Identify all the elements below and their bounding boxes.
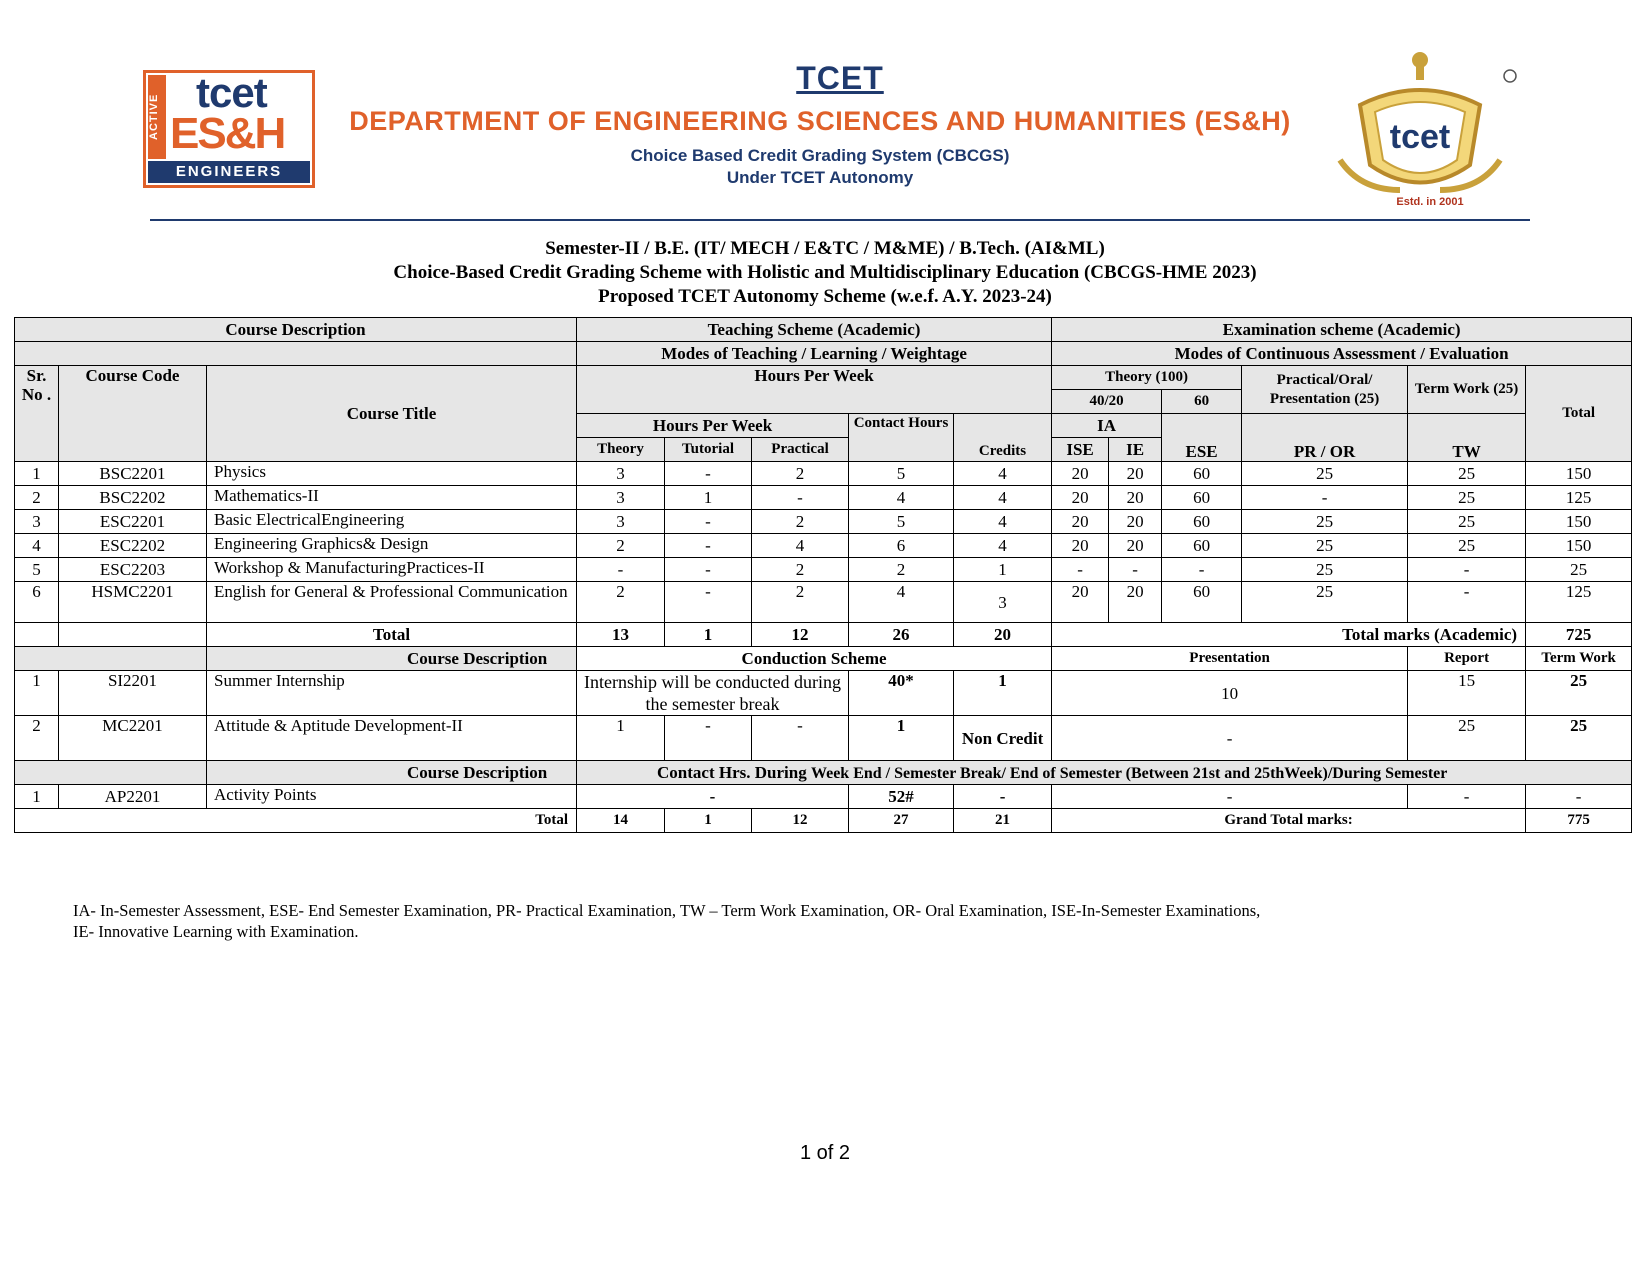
svg-text:tcet: tcet <box>1389 118 1451 156</box>
credits-cell: 4 <box>954 486 1052 510</box>
title-cell: Activity Points <box>207 785 577 809</box>
title-cell: Engineering Graphics& Design <box>207 534 577 558</box>
grand-total-practical: 12 <box>752 809 849 833</box>
forty-twenty-header: 40/20 <box>1052 390 1162 414</box>
total-cell: 150 <box>1526 510 1632 534</box>
exam-scheme-header: Examination scheme (Academic) <box>1052 318 1632 342</box>
practical-cell: - <box>752 486 849 510</box>
practical-cell: - <box>752 716 849 761</box>
term-work-cell: - <box>1526 785 1632 809</box>
footnote-line-1: IA- In-Semester Assessment, ESE- End Semester Examination, PR- Practical Examination, TW – Term Work Examination, OR- Oral Examination, ISE-In-Semester Examinations, <box>73 901 1261 920</box>
ise-cell: - <box>1052 558 1109 582</box>
ese-cell: 60 <box>1162 582 1242 623</box>
institute-title: TCET <box>796 60 884 96</box>
theory-100-header: Theory (100) <box>1052 366 1242 390</box>
tutorial-header: Tutorial <box>665 438 752 462</box>
ese-cell: 60 <box>1162 510 1242 534</box>
title-cell: Summer Internship <box>207 671 577 716</box>
tutorial-cell: - <box>665 510 752 534</box>
term-work-cell: 25 <box>1526 716 1632 761</box>
theory-cell: - <box>577 558 665 582</box>
course-row <box>15 510 1632 534</box>
tutorial-cell: - <box>665 716 752 761</box>
contact-hours-cell: 4 <box>849 582 954 623</box>
contact-hours-header: Contact Hours <box>849 414 954 462</box>
credits-cell: Non Credit <box>954 716 1052 761</box>
code-cell: BSC2201 <box>59 462 207 486</box>
ise-cell: 20 <box>1052 510 1109 534</box>
contact-hours-cell: 2 <box>849 558 954 582</box>
internship-note: Internship will be conducted during the semester break <box>577 671 849 716</box>
total-cell: 25 <box>1526 558 1632 582</box>
hours-cell: - <box>577 785 849 809</box>
tutorial-cell: - <box>665 558 752 582</box>
credits-header: Credits <box>954 414 1052 462</box>
contact-hours-cell: 5 <box>849 462 954 486</box>
practical-cell: 2 <box>752 582 849 623</box>
theory-cell: 3 <box>577 462 665 486</box>
sr-cell: 2 <box>15 486 59 510</box>
ie-cell: - <box>1109 558 1162 582</box>
sr-cell: 4 <box>15 534 59 558</box>
contact-hrs-lead: Contact Hrs. During <box>657 762 807 782</box>
tutorial-cell: 1 <box>665 486 752 510</box>
ese-header: ESE <box>1162 414 1242 462</box>
grand-total-label: Total <box>15 809 577 833</box>
pr-or-presentation-header: Practical/Oral/ Presentation (25) <box>1242 366 1408 414</box>
code-cell: AP2201 <box>59 785 207 809</box>
logo-engineers-text: ENGINEERS <box>148 161 310 183</box>
course-row <box>15 785 1632 809</box>
total-marks-value: 725 <box>1526 623 1632 647</box>
blank-cell <box>15 342 577 366</box>
code-cell: ESC2201 <box>59 510 207 534</box>
title-cell: Mathematics-II <box>207 486 577 510</box>
contact-hours-cell: 4 <box>849 486 954 510</box>
contact-hours-cell: 40* <box>849 671 954 716</box>
sr-cell: 5 <box>15 558 59 582</box>
total-label: Total <box>207 623 577 647</box>
pr-or-cell: 25 <box>1242 558 1408 582</box>
report-cell: - <box>1408 785 1526 809</box>
credits-cell: 4 <box>954 534 1052 558</box>
sr-cell: 1 <box>15 785 59 809</box>
course-title-header: Course Title <box>207 366 577 462</box>
course-row <box>15 716 1632 761</box>
total-theory: 13 <box>577 623 665 647</box>
credits-cell: - <box>954 785 1052 809</box>
ise-cell: 20 <box>1052 582 1109 623</box>
term-work-header-2: Term Work <box>1526 647 1632 671</box>
tutorial-cell: - <box>665 462 752 486</box>
code-cell: ESC2203 <box>59 558 207 582</box>
theory-cell: 1 <box>577 716 665 761</box>
ese-cell: 60 <box>1162 534 1242 558</box>
blank-cell <box>15 761 207 785</box>
footnote <box>73 900 1260 942</box>
sr-cell: 6 <box>15 582 59 623</box>
total-tutorial: 1 <box>665 623 752 647</box>
course-description-header: Course Description <box>15 318 577 342</box>
ise-header: ISE <box>1052 438 1109 462</box>
course-code-header: Course Code <box>59 366 207 462</box>
grand-total-credits: 21 <box>954 809 1052 833</box>
sr-cell: 2 <box>15 716 59 761</box>
grand-total-tutorial: 1 <box>665 809 752 833</box>
practical-cell: 2 <box>752 510 849 534</box>
credits-cell: 4 <box>954 510 1052 534</box>
logo-tcet-text: tcet <box>196 69 267 116</box>
code-cell: MC2201 <box>59 716 207 761</box>
blank-cell <box>59 623 207 647</box>
pr-or-cell: 25 <box>1242 582 1408 623</box>
title-cell: Workshop & ManufacturingPractices-II <box>207 558 577 582</box>
hours-per-week-header: Hours Per Week <box>577 366 1052 414</box>
presentation-cell: - <box>1052 785 1408 809</box>
tw-cell: 25 <box>1408 534 1526 558</box>
theory-cell: 2 <box>577 582 665 623</box>
tutorial-cell: - <box>665 582 752 623</box>
credits-cell: 4 <box>954 462 1052 486</box>
total-cell: 150 <box>1526 462 1632 486</box>
ie-header: IE <box>1109 438 1162 462</box>
pr-or-header: PR / OR <box>1242 414 1408 462</box>
sr-no-header: Sr. No . <box>15 366 59 462</box>
course-row <box>15 534 1632 558</box>
ise-cell: 20 <box>1052 486 1109 510</box>
total-practical: 12 <box>752 623 849 647</box>
course-description-header-3: Course Description <box>207 761 577 785</box>
footnote-line-2: IE- Innovative Learning with Examination. <box>73 922 359 941</box>
title-cell: Basic ElectricalEngineering <box>207 510 577 534</box>
ese-cell: 60 <box>1162 486 1242 510</box>
header-subtitle-2: Under TCET Autonomy <box>726 168 914 187</box>
total-marks-label: Total marks (Academic) <box>1052 623 1526 647</box>
pr-or-cell: 25 <box>1242 510 1408 534</box>
teaching-scheme-header: Teaching Scheme (Academic) <box>577 318 1052 342</box>
credits-cell: 3 <box>954 582 1052 623</box>
code-cell: ESC2202 <box>59 534 207 558</box>
tutorial-cell: - <box>665 534 752 558</box>
practical-cell: 4 <box>752 534 849 558</box>
practical-cell: 2 <box>752 558 849 582</box>
scheme-title-3: Proposed TCET Autonomy Scheme (w.e.f. A.Y. 2023-24) <box>598 286 1052 307</box>
course-row <box>15 486 1632 510</box>
course-row <box>15 671 1632 716</box>
total-cell: 125 <box>1526 486 1632 510</box>
grand-total-contact-hours: 27 <box>849 809 954 833</box>
total-cell: 125 <box>1526 582 1632 623</box>
pr-or-cell: 25 <box>1242 462 1408 486</box>
sr-cell: 3 <box>15 510 59 534</box>
grand-total-row <box>15 809 1632 833</box>
letterhead <box>140 50 1540 225</box>
contact-hrs-detail: Week End / Semester Break/ End of Semester (Between 21st and 25thWeek)/During Semester <box>810 764 1448 782</box>
total-contact-hours: 26 <box>849 623 954 647</box>
tcet-seal-logo <box>1320 50 1520 210</box>
modes-teaching-header: Modes of Teaching / Learning / Weightage <box>577 342 1052 366</box>
conduction-scheme-header: Conduction Scheme <box>577 647 1052 671</box>
course-row <box>15 558 1632 582</box>
grand-total-marks-value: 775 <box>1526 809 1632 833</box>
blank-cell <box>15 647 207 671</box>
ie-cell: 20 <box>1109 582 1162 623</box>
ese-cell: - <box>1162 558 1242 582</box>
title-cell: English for General & Professional Communication <box>207 582 577 623</box>
tw-cell: 25 <box>1408 462 1526 486</box>
title-cell: Attitude & Aptitude Development-II <box>207 716 577 761</box>
tw-cell: - <box>1408 558 1526 582</box>
logo-strip: ACTIVE <box>148 75 166 159</box>
contact-hours-during-header <box>577 761 1632 785</box>
header-divider <box>150 219 1530 221</box>
scheme-title-1: Semester-II / B.E. (IT/ MECH / E&TC / M&ME) / B.Tech. (AI&ML) <box>545 238 1105 259</box>
course-row <box>15 462 1632 486</box>
report-header: Report <box>1408 647 1526 671</box>
contact-hours-cell: 5 <box>849 510 954 534</box>
report-cell: 25 <box>1408 716 1526 761</box>
tw-cell: 25 <box>1408 486 1526 510</box>
grand-total-theory: 14 <box>577 809 665 833</box>
total-header: Total <box>1526 366 1632 462</box>
department-name: DEPARTMENT OF ENGINEERING SCIENCES AND HUMANITIES (ES&H) <box>349 106 1291 136</box>
code-cell: BSC2202 <box>59 486 207 510</box>
tw-cell: 25 <box>1408 510 1526 534</box>
ie-cell: 20 <box>1109 534 1162 558</box>
sixty-header: 60 <box>1162 390 1242 414</box>
blank-cell <box>15 623 59 647</box>
contact-hours-cell: 1 <box>849 716 954 761</box>
presentation-header: Presentation <box>1052 647 1408 671</box>
ie-cell: 20 <box>1109 462 1162 486</box>
total-cell: 150 <box>1526 534 1632 558</box>
estd-label: Estd. in 2001 <box>1396 196 1464 208</box>
course-row <box>15 582 1632 623</box>
tw-header: TW <box>1408 414 1526 462</box>
report-cell: 15 <box>1408 671 1526 716</box>
ie-cell: 20 <box>1109 486 1162 510</box>
pr-or-cell: - <box>1242 486 1408 510</box>
logo-esh-text: ES&H <box>170 109 285 158</box>
ie-cell: 20 <box>1109 510 1162 534</box>
total-credits: 20 <box>954 623 1052 647</box>
theory-cell: 3 <box>577 510 665 534</box>
code-cell: HSMC2201 <box>59 582 207 623</box>
presentation-cell: 10 <box>1052 671 1408 716</box>
title-cell: Physics <box>207 462 577 486</box>
total-row <box>15 623 1632 647</box>
credits-cell: 1 <box>954 671 1052 716</box>
scheme-table <box>14 317 1632 833</box>
contact-hours-cell: 52# <box>849 785 954 809</box>
course-description-header-2: Course Description <box>207 647 577 671</box>
modes-assessment-header: Modes of Continuous Assessment / Evaluation <box>1052 342 1632 366</box>
pr-or-cell: 25 <box>1242 534 1408 558</box>
credits-cell: 1 <box>954 558 1052 582</box>
sr-cell: 1 <box>15 462 59 486</box>
theory-header: Theory <box>577 438 665 462</box>
theory-cell: 2 <box>577 534 665 558</box>
theory-cell: 3 <box>577 486 665 510</box>
ise-cell: 20 <box>1052 462 1109 486</box>
practical-header: Practical <box>752 438 849 462</box>
header-subtitle-1: Choice Based Credit Grading System (CBCGS) <box>630 146 1010 165</box>
hours-per-week-subheader: Hours Per Week <box>577 414 849 438</box>
presentation-cell: - <box>1052 716 1408 761</box>
page-number: 1 of 2 <box>799 1142 851 1164</box>
code-cell: SI2201 <box>59 671 207 716</box>
contact-hours-cell: 6 <box>849 534 954 558</box>
scheme-title-2: Choice-Based Credit Grading Scheme with Holistic and Multidisciplinary Education (CBCGS-HME 2023) <box>393 262 1257 283</box>
term-work-header: Term Work (25) <box>1408 366 1526 414</box>
tw-cell: - <box>1408 582 1526 623</box>
ese-cell: 60 <box>1162 462 1242 486</box>
grand-total-marks-label: Grand Total marks: <box>1052 809 1526 833</box>
ia-header: IA <box>1052 414 1162 438</box>
term-work-cell: 25 <box>1526 671 1632 716</box>
practical-cell: 2 <box>752 462 849 486</box>
ise-cell: 20 <box>1052 534 1109 558</box>
sr-cell: 1 <box>15 671 59 716</box>
